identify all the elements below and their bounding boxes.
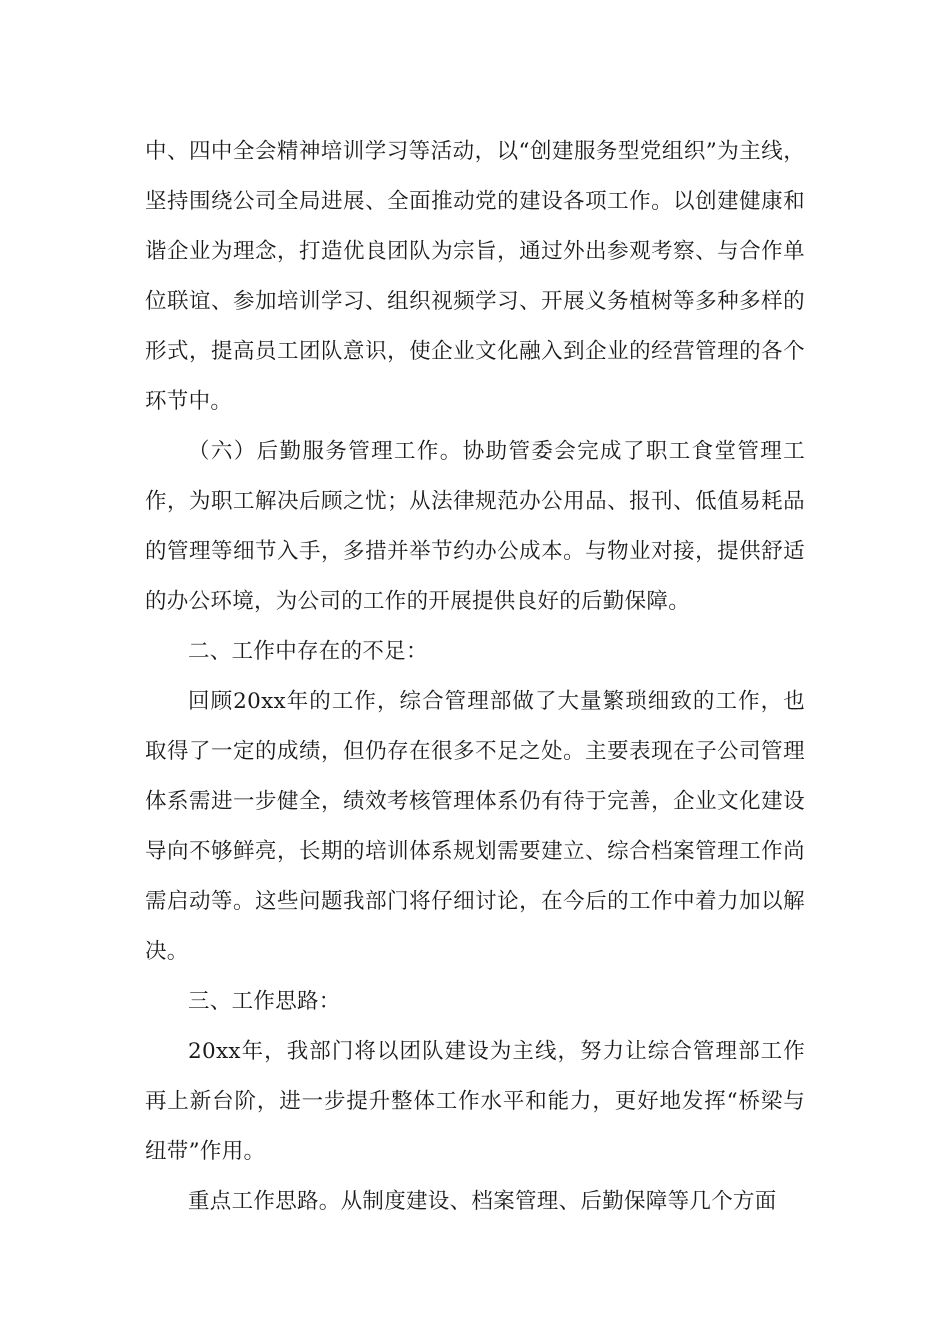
paragraph-shortcomings: 回顾20xx年的工作，综合管理部做了大量繁琐细致的工作，也取得了一定的成绩，但仍存在很多不足之处。主要表现在子公司管理体系需进一步健全，绩效考核管理体系仍有待于完善，企业文化建设导向不够鲜亮，长期的培训体系规划需要建立、综合档案管理工作尚需启动等。这些问题我部门将仔细讨论，在今后的工作中着力加以解决。	[145, 689, 805, 964]
section-heading-work-ideas: 三、工作思路：	[188, 989, 341, 1014]
section-heading-shortcomings: 二、工作中存在的不足：	[188, 639, 428, 664]
paragraph-party-building-continued: 中、四中全会精神培训学习等活动，以“创建服务型党组织”为主线，坚持围绕公司全局进展、全面推动党的建设各项工作。以创建健康和谐企业为理念，打造优良团队为宗旨，通过外出参观考察、与合作单位联谊、参加培训学习、组织视频学习、开展义务植树等多种多样的形式，提高员工团队意识，使企业文化融入到企业的经营管理的各个环节中。	[145, 139, 805, 414]
document-body	[145, 127, 805, 1227]
paragraph-key-work-ideas: 重点工作思路。从制度建设、档案管理、后勤保障等几个方面	[188, 1189, 777, 1214]
paragraph-work-ideas: 20xx年，我部门将以团队建设为主线，努力让综合管理部工作再上新台阶，进一步提升整体工作水平和能力，更好地发挥“桥梁与纽带”作用。	[145, 1039, 805, 1164]
paragraph-logistics-service: （六）后勤服务管理工作。协助管委会完成了职工食堂管理工作，为职工解决后顾之忧；从法律规范办公用品、报刊、低值易耗品的管理等细节入手，多措并举节约办公成本。与物业对接，提供舒适的办公环境，为公司的工作的开展提供良好的后勤保障。	[145, 439, 805, 614]
